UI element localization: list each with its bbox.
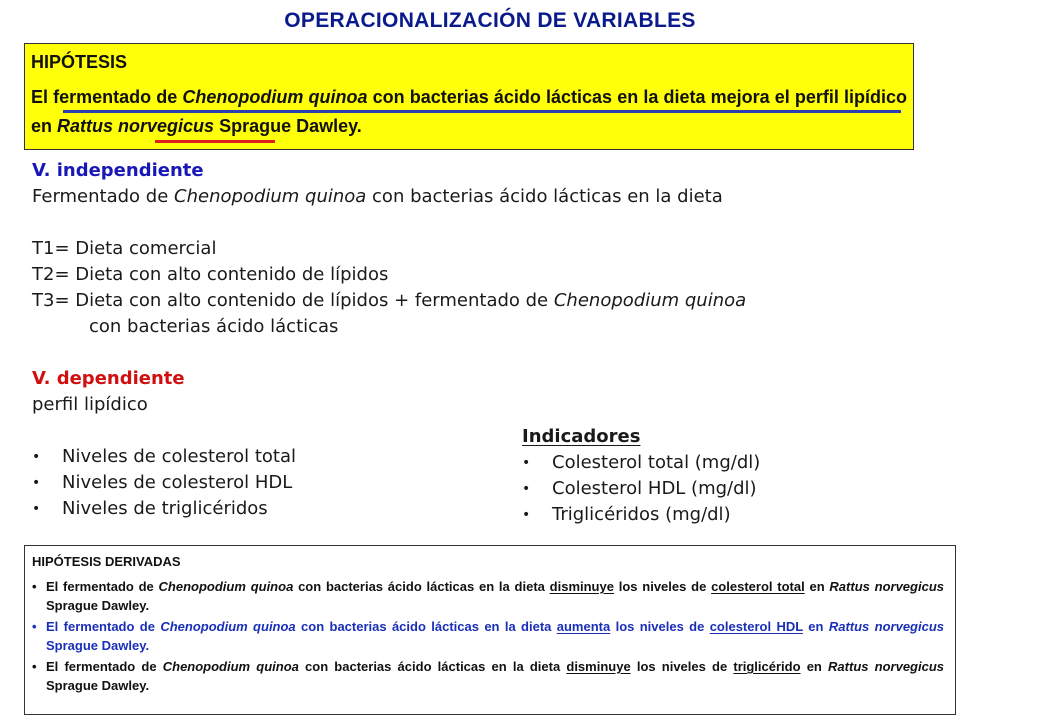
independent-desc: [32, 184, 932, 210]
list-item: • Colesterol HDL (mg/dl): [522, 476, 902, 502]
ind-desc-a: Fermentado de: [32, 186, 175, 207]
hyp-text-2: con bacterias ácido lácticas en la dieta mejora el: [367, 87, 795, 107]
derived-heading: HIPÓTESIS DERIVADAS: [32, 554, 181, 569]
hypothesis-box: [24, 43, 914, 150]
list-item: • Colesterol total (mg/dl): [522, 450, 902, 476]
list-item: • Niveles de triglicéridos: [32, 496, 492, 522]
hyp-subject: Rattus norvegicus: [57, 116, 215, 136]
spacer: [32, 210, 932, 236]
derived-list: [32, 577, 944, 697]
hyp-species: Chenopodium quinoa: [182, 87, 368, 107]
treatment-t3: [32, 288, 932, 314]
hyp-text-4: Sprague Dawley.: [214, 116, 362, 136]
hyp-text-3: en: [31, 116, 58, 136]
dependent-heading: V. dependiente: [32, 368, 185, 389]
page-title: OPERACIONALIZACIÓN DE VARIABLES: [284, 9, 696, 32]
independent-section: [32, 158, 932, 340]
hyp-text-1: El fermentado de: [31, 87, 183, 107]
derived-hypotheses-box: [24, 545, 956, 715]
t3-text: T3= Dieta con alto contenido de lípidos + fermentado de: [32, 290, 554, 311]
ind-desc-c: con bacterias ácido lácticas en la dieta: [366, 186, 723, 207]
list-item: • El fermentado de Chenopodium quinoa con bacterias ácido lácticas en la dieta disminuye los niveles de triglicérido en Rattus norvegicus Sprague Dawley.: [32, 657, 944, 695]
list-item: • Niveles de colesterol HDL: [32, 470, 492, 496]
treatment-t3-cont: con bacterias ácido lácticas: [89, 316, 339, 337]
dependent-section: [32, 366, 492, 522]
spacer: [32, 418, 492, 444]
indicators-heading: Indicadores: [522, 426, 641, 447]
dependent-underline: [155, 140, 275, 143]
independent-heading: V. independiente: [32, 160, 204, 181]
hyp-dependent-term: perfil lipídico: [794, 87, 907, 107]
independent-underline: [63, 110, 901, 113]
t3-species: Chenopodium quinoa: [553, 290, 747, 311]
indicators-list: [522, 450, 902, 528]
dependent-desc: perfil lipídico: [32, 394, 148, 415]
list-item: • El fermentado de Chenopodium quinoa con bacterias ácido lácticas en la dieta disminuye los niveles de colesterol total en Rattus norvegicus Sprague Dawley.: [32, 577, 944, 615]
hypothesis-label: HIPÓTESIS: [31, 52, 128, 72]
ind-desc-species: Chenopodium quinoa: [174, 186, 367, 207]
treatment-t2: T2= Dieta con alto contenido de lípidos: [32, 264, 389, 285]
list-item: • Triglicéridos (mg/dl): [522, 502, 902, 528]
treatment-t1: T1= Dieta comercial: [32, 238, 217, 259]
list-item: • Niveles de colesterol total: [32, 444, 492, 470]
dependent-list: [32, 444, 492, 522]
list-item: • El fermentado de Chenopodium quinoa con bacterias ácido lácticas en la dieta aumenta los niveles de colesterol HDL en Rattus norvegicus Sprague Dawley.: [32, 617, 944, 655]
indicators-section: [522, 424, 902, 528]
